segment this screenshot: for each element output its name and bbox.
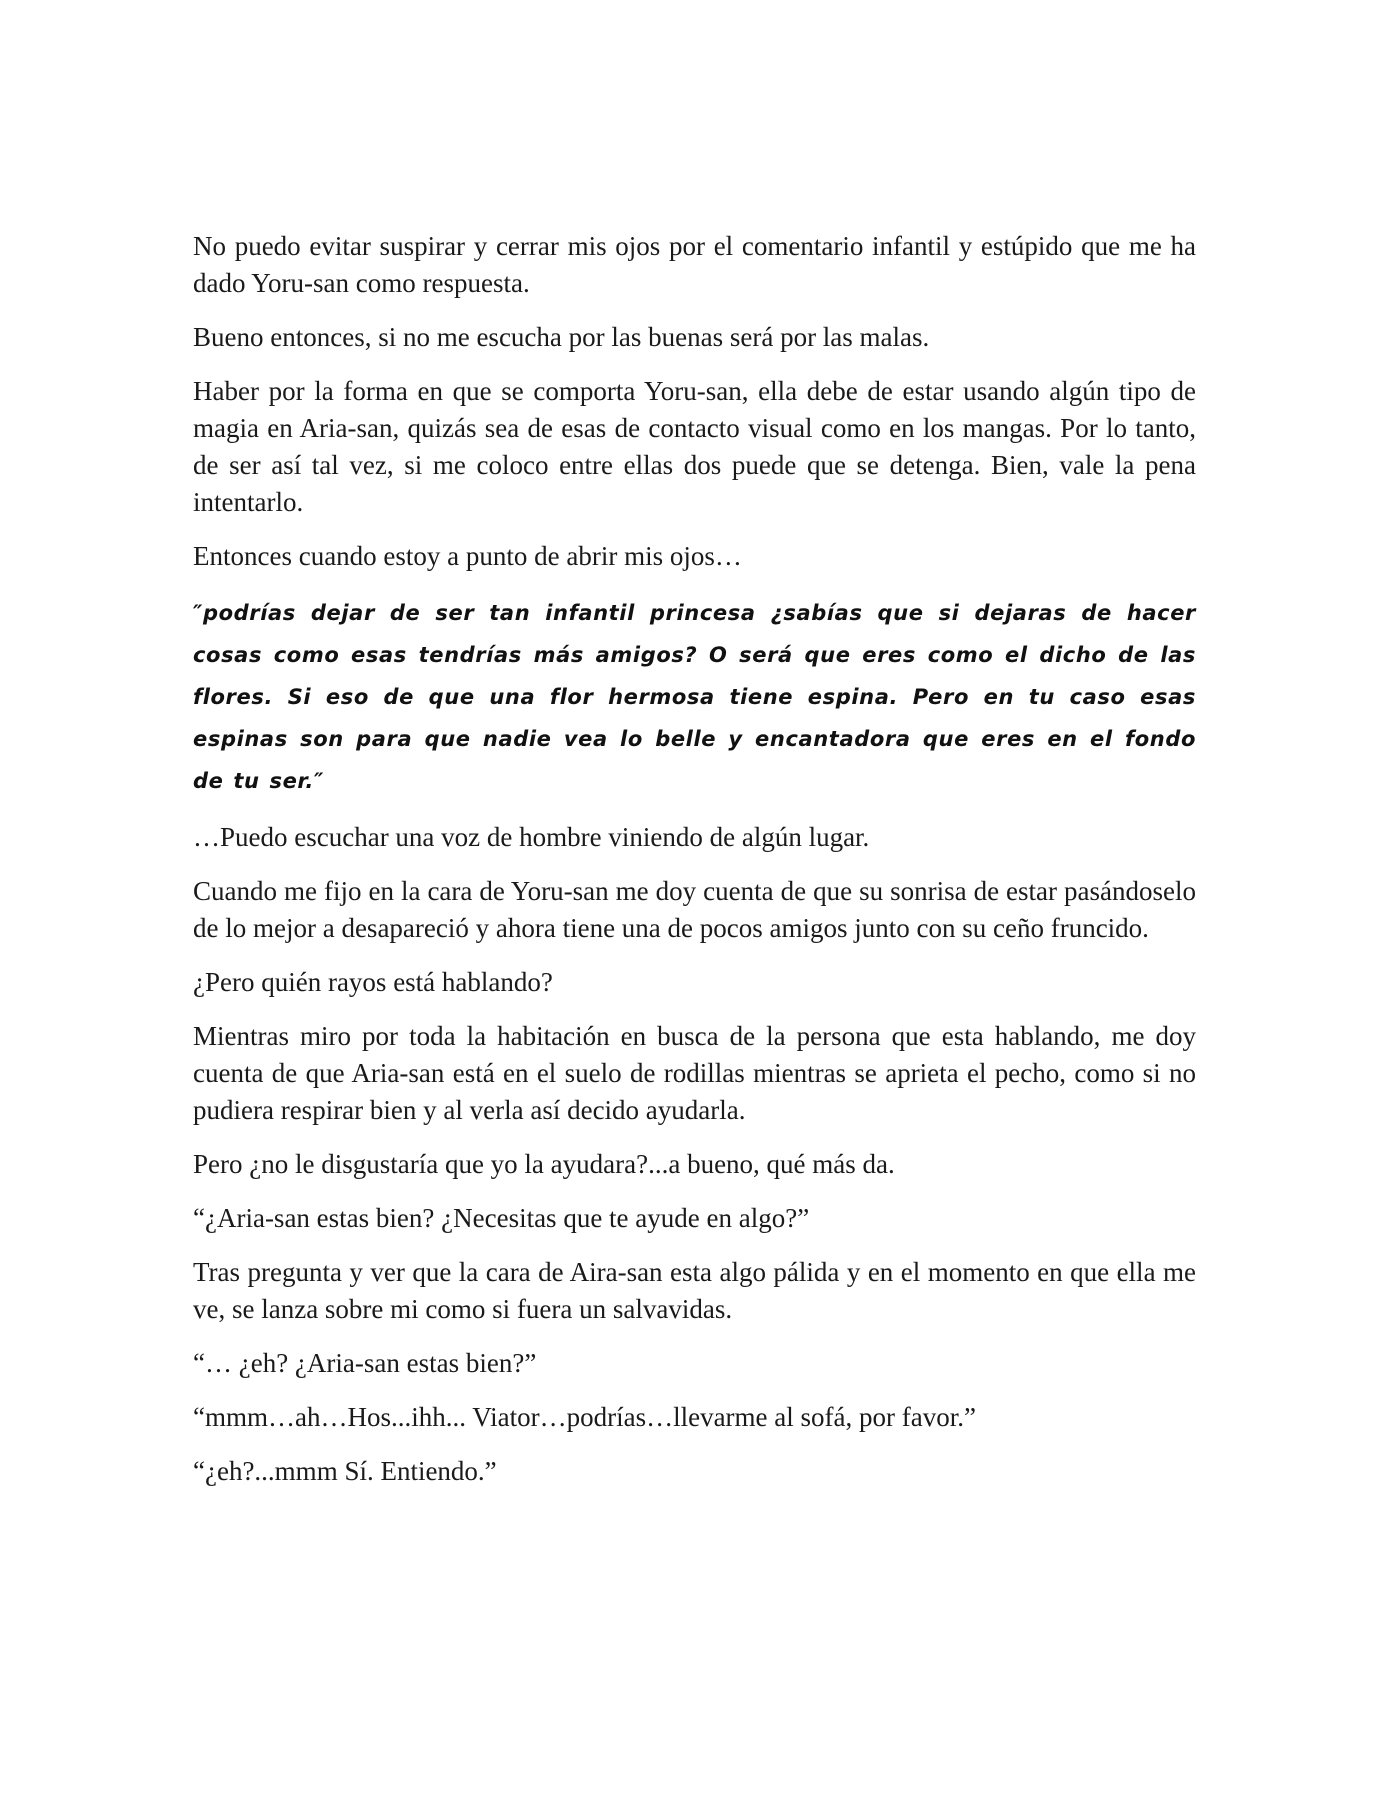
paragraph-3: Haber por la forma en que se comporta Yoru-san, ella debe de estar usando algún tipo de magia en Aria-san, quizás sea de esas de contacto visual como en los mangas. Por lo tanto, de ser así tal vez, si me coloco entre ellas dos puede que se detenga. Bien, vale la pena intentarlo. — [193, 376, 1196, 517]
paragraph-12: Tras pregunta y ver que la cara de Aira-san esta algo pálida y en el momento en que ella me ve, se lanza sobre mi como si fuera un salvavidas. — [193, 1257, 1196, 1324]
paragraph-9: Mientras miro por toda la habitación en busca de la persona que esta hablando, me doy cuenta de que Aria-san está en el suelo de rodillas mientras se aprieta el pecho, como si no pudiera respirar bien y al verla así decido ayudarla. — [193, 1021, 1196, 1125]
stylized-dialogue: ″podrías dejar de ser tan infantil princesa ¿sabías que si dejaras de hacer cosas como esas tendrías más amigos? O será que eres como el dicho de las flores. Si eso de que una flor hermosa tiene espina. Pero en tu caso esas espinas son para que nadie vea lo belle y encantadora que eres en el fondo de tu ser.″ — [193, 601, 1196, 793]
paragraph-10: Pero ¿no le disgustaría que yo la ayudara?...a bueno, qué más da. — [193, 1149, 895, 1179]
paragraph-8: ¿Pero quién rayos está hablando? — [193, 967, 553, 997]
paragraph-2: Bueno entonces, si no me escucha por las buenas será por las malas. — [193, 322, 930, 352]
paragraph-7: Cuando me fijo en la cara de Yoru-san me doy cuenta de que su sonrisa de estar pasándoselo de lo mejor a desapareció y ahora tiene una de pocos amigos junto con su ceño fruncido. — [193, 876, 1196, 943]
paragraph-15: “¿eh?...mmm Sí. Entiendo.” — [193, 1456, 497, 1486]
paragraph-11: “¿Aria-san estas bien? ¿Necesitas que te ayude en algo?” — [193, 1203, 810, 1233]
paragraph-1: No puedo evitar suspirar y cerrar mis ojos por el comentario infantil y estúpido que me ha dado Yoru-san como respuesta. — [193, 231, 1196, 298]
document-page — [193, 228, 1196, 1507]
paragraph-13: “… ¿eh? ¿Aria-san estas bien?” — [193, 1348, 537, 1378]
paragraph-4: Entonces cuando estoy a punto de abrir mis ojos… — [193, 541, 742, 571]
paragraph-14: “mmm…ah…Hos...ihh... Viator…podrías…llevarme al sofá, por favor.” — [193, 1402, 976, 1432]
paragraph-6: …Puedo escuchar una voz de hombre viniendo de algún lugar. — [193, 822, 870, 852]
